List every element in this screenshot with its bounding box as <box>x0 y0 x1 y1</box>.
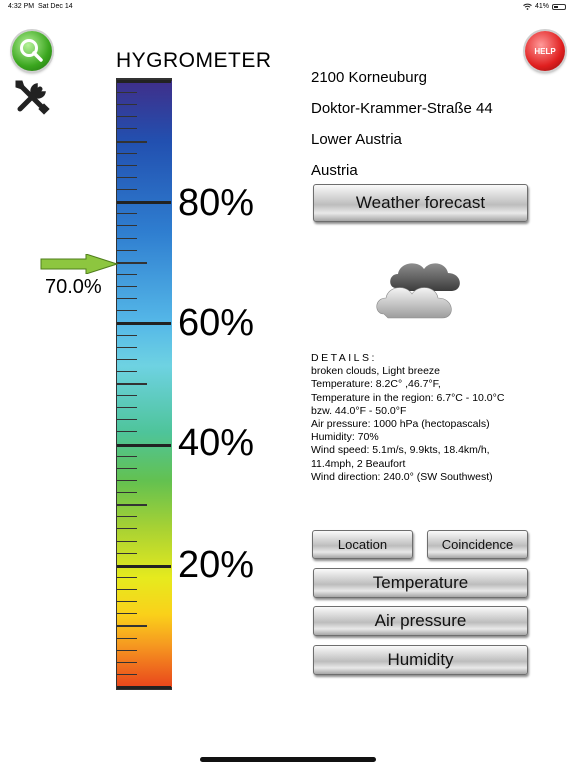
scale-tick <box>117 638 137 639</box>
scale-tick <box>117 262 147 264</box>
scale-tick <box>117 504 147 506</box>
scale-tick <box>117 650 137 651</box>
tools-icon[interactable] <box>10 75 54 119</box>
search-button[interactable] <box>12 31 52 71</box>
page-title: HYGROMETER <box>116 49 272 72</box>
status-bar <box>0 0 576 14</box>
scale-tick <box>117 141 147 143</box>
details-header: DETAILS: <box>311 352 377 364</box>
scale-tick <box>117 359 137 360</box>
scale-tick <box>117 274 137 275</box>
broken-clouds-icon <box>374 254 468 326</box>
scale-tick <box>117 201 171 204</box>
scale-tick <box>117 189 137 190</box>
scale-tick <box>117 492 137 493</box>
current-humidity-value: 70.0% <box>45 276 102 298</box>
scale-tick <box>117 674 137 675</box>
scale-tick <box>117 310 137 311</box>
address-country: Austria <box>311 162 358 179</box>
details-line: Air pressure: 1000 hPa (hectopascals) <box>311 418 490 431</box>
scale-tick <box>117 407 137 408</box>
location-label: Location <box>337 537 388 552</box>
status-right <box>523 3 566 10</box>
scale-label-40: 40% <box>178 422 255 464</box>
scale-tick <box>117 335 137 336</box>
scale-label-60: 60% <box>178 302 255 344</box>
scale-tick <box>117 431 137 432</box>
scale-tick <box>117 516 137 517</box>
scale-tick <box>117 347 137 348</box>
arrow-right-icon <box>40 254 118 274</box>
scale-tick <box>117 541 137 542</box>
battery-icon <box>552 4 566 10</box>
air-pressure-button[interactable] <box>313 606 528 636</box>
scale-tick <box>117 577 137 578</box>
scale-tick <box>117 92 137 93</box>
scale-tick <box>117 165 137 166</box>
scale-tick <box>117 589 137 590</box>
details-line: Humidity: 70% <box>311 431 379 444</box>
scale-tick <box>117 225 137 226</box>
scale-tick <box>117 528 137 529</box>
help-button[interactable] <box>525 31 565 71</box>
status-time: 4:32 PM Sat Dec 14 <box>8 3 73 10</box>
humidity-label: Humidity <box>387 650 454 669</box>
weather-forecast-button[interactable] <box>313 184 528 222</box>
scale-tick <box>117 80 171 83</box>
coincidence-button[interactable] <box>427 530 528 559</box>
scale-tick <box>117 128 137 129</box>
home-indicator <box>200 757 376 762</box>
help-label: HELP <box>534 46 556 56</box>
details-line: broken clouds, Light breeze <box>311 365 440 378</box>
scale-tick <box>117 553 137 554</box>
weather-details <box>311 352 551 484</box>
scale-tick <box>117 371 137 372</box>
battery-percent: 41% <box>534 3 549 10</box>
air-pressure-label: Air pressure <box>374 611 467 630</box>
scale-tick <box>117 213 137 214</box>
details-line: Wind direction: 240.0° (SW Southwest) <box>311 470 493 483</box>
scale-tick <box>117 395 137 396</box>
weather-forecast-label: Weather forecast <box>355 193 486 212</box>
humidity-button[interactable] <box>313 645 528 675</box>
scale-tick <box>117 601 137 602</box>
address-region: Lower Austria <box>311 131 402 148</box>
scale-tick <box>117 153 137 154</box>
scale-tick <box>117 468 137 469</box>
details-line: 11.4mph, 2 Beaufort <box>311 457 406 470</box>
scale-tick <box>117 238 137 239</box>
scale-label-80: 80% <box>178 182 255 224</box>
scale-tick <box>117 565 171 568</box>
address-line-2: Doktor-Krammer-Straße 44 <box>311 100 493 117</box>
temperature-button[interactable] <box>313 568 528 598</box>
address-line-1: 2100 Korneuburg <box>311 69 427 86</box>
details-line: Temperature in the region: 6.7°C - 10.0°C <box>311 391 505 404</box>
search-icon <box>12 31 52 71</box>
scale-tick <box>117 480 137 481</box>
scale-tick <box>117 116 137 117</box>
scale-tick <box>117 662 137 663</box>
scale-tick <box>117 383 147 385</box>
scale-tick <box>117 286 137 287</box>
scale-tick <box>117 625 147 627</box>
temperature-label: Temperature <box>372 573 469 592</box>
details-line: bzw. 44.0°F - 50.0°F <box>311 404 407 417</box>
scale-tick <box>117 322 171 325</box>
location-button[interactable] <box>312 530 413 559</box>
details-line: Wind speed: 5.1m/s, 9.9kts, 18.4km/h, <box>311 444 490 457</box>
details-line: Temperature: 8.2C° ,46.7°F, <box>311 378 441 391</box>
scale-tick <box>117 177 137 178</box>
coincidence-label: Coincidence <box>441 537 514 552</box>
scale-label-20: 20% <box>178 544 255 586</box>
scale-tick <box>117 444 171 447</box>
scale-tick <box>117 686 171 689</box>
scale-tick <box>117 104 137 105</box>
scale-tick <box>117 250 137 251</box>
scale-tick <box>117 419 137 420</box>
scale-tick <box>117 456 137 457</box>
scale-tick <box>117 298 137 299</box>
hygrometer-scale <box>116 78 172 690</box>
wifi-icon <box>523 3 532 10</box>
scale-tick <box>117 613 137 614</box>
